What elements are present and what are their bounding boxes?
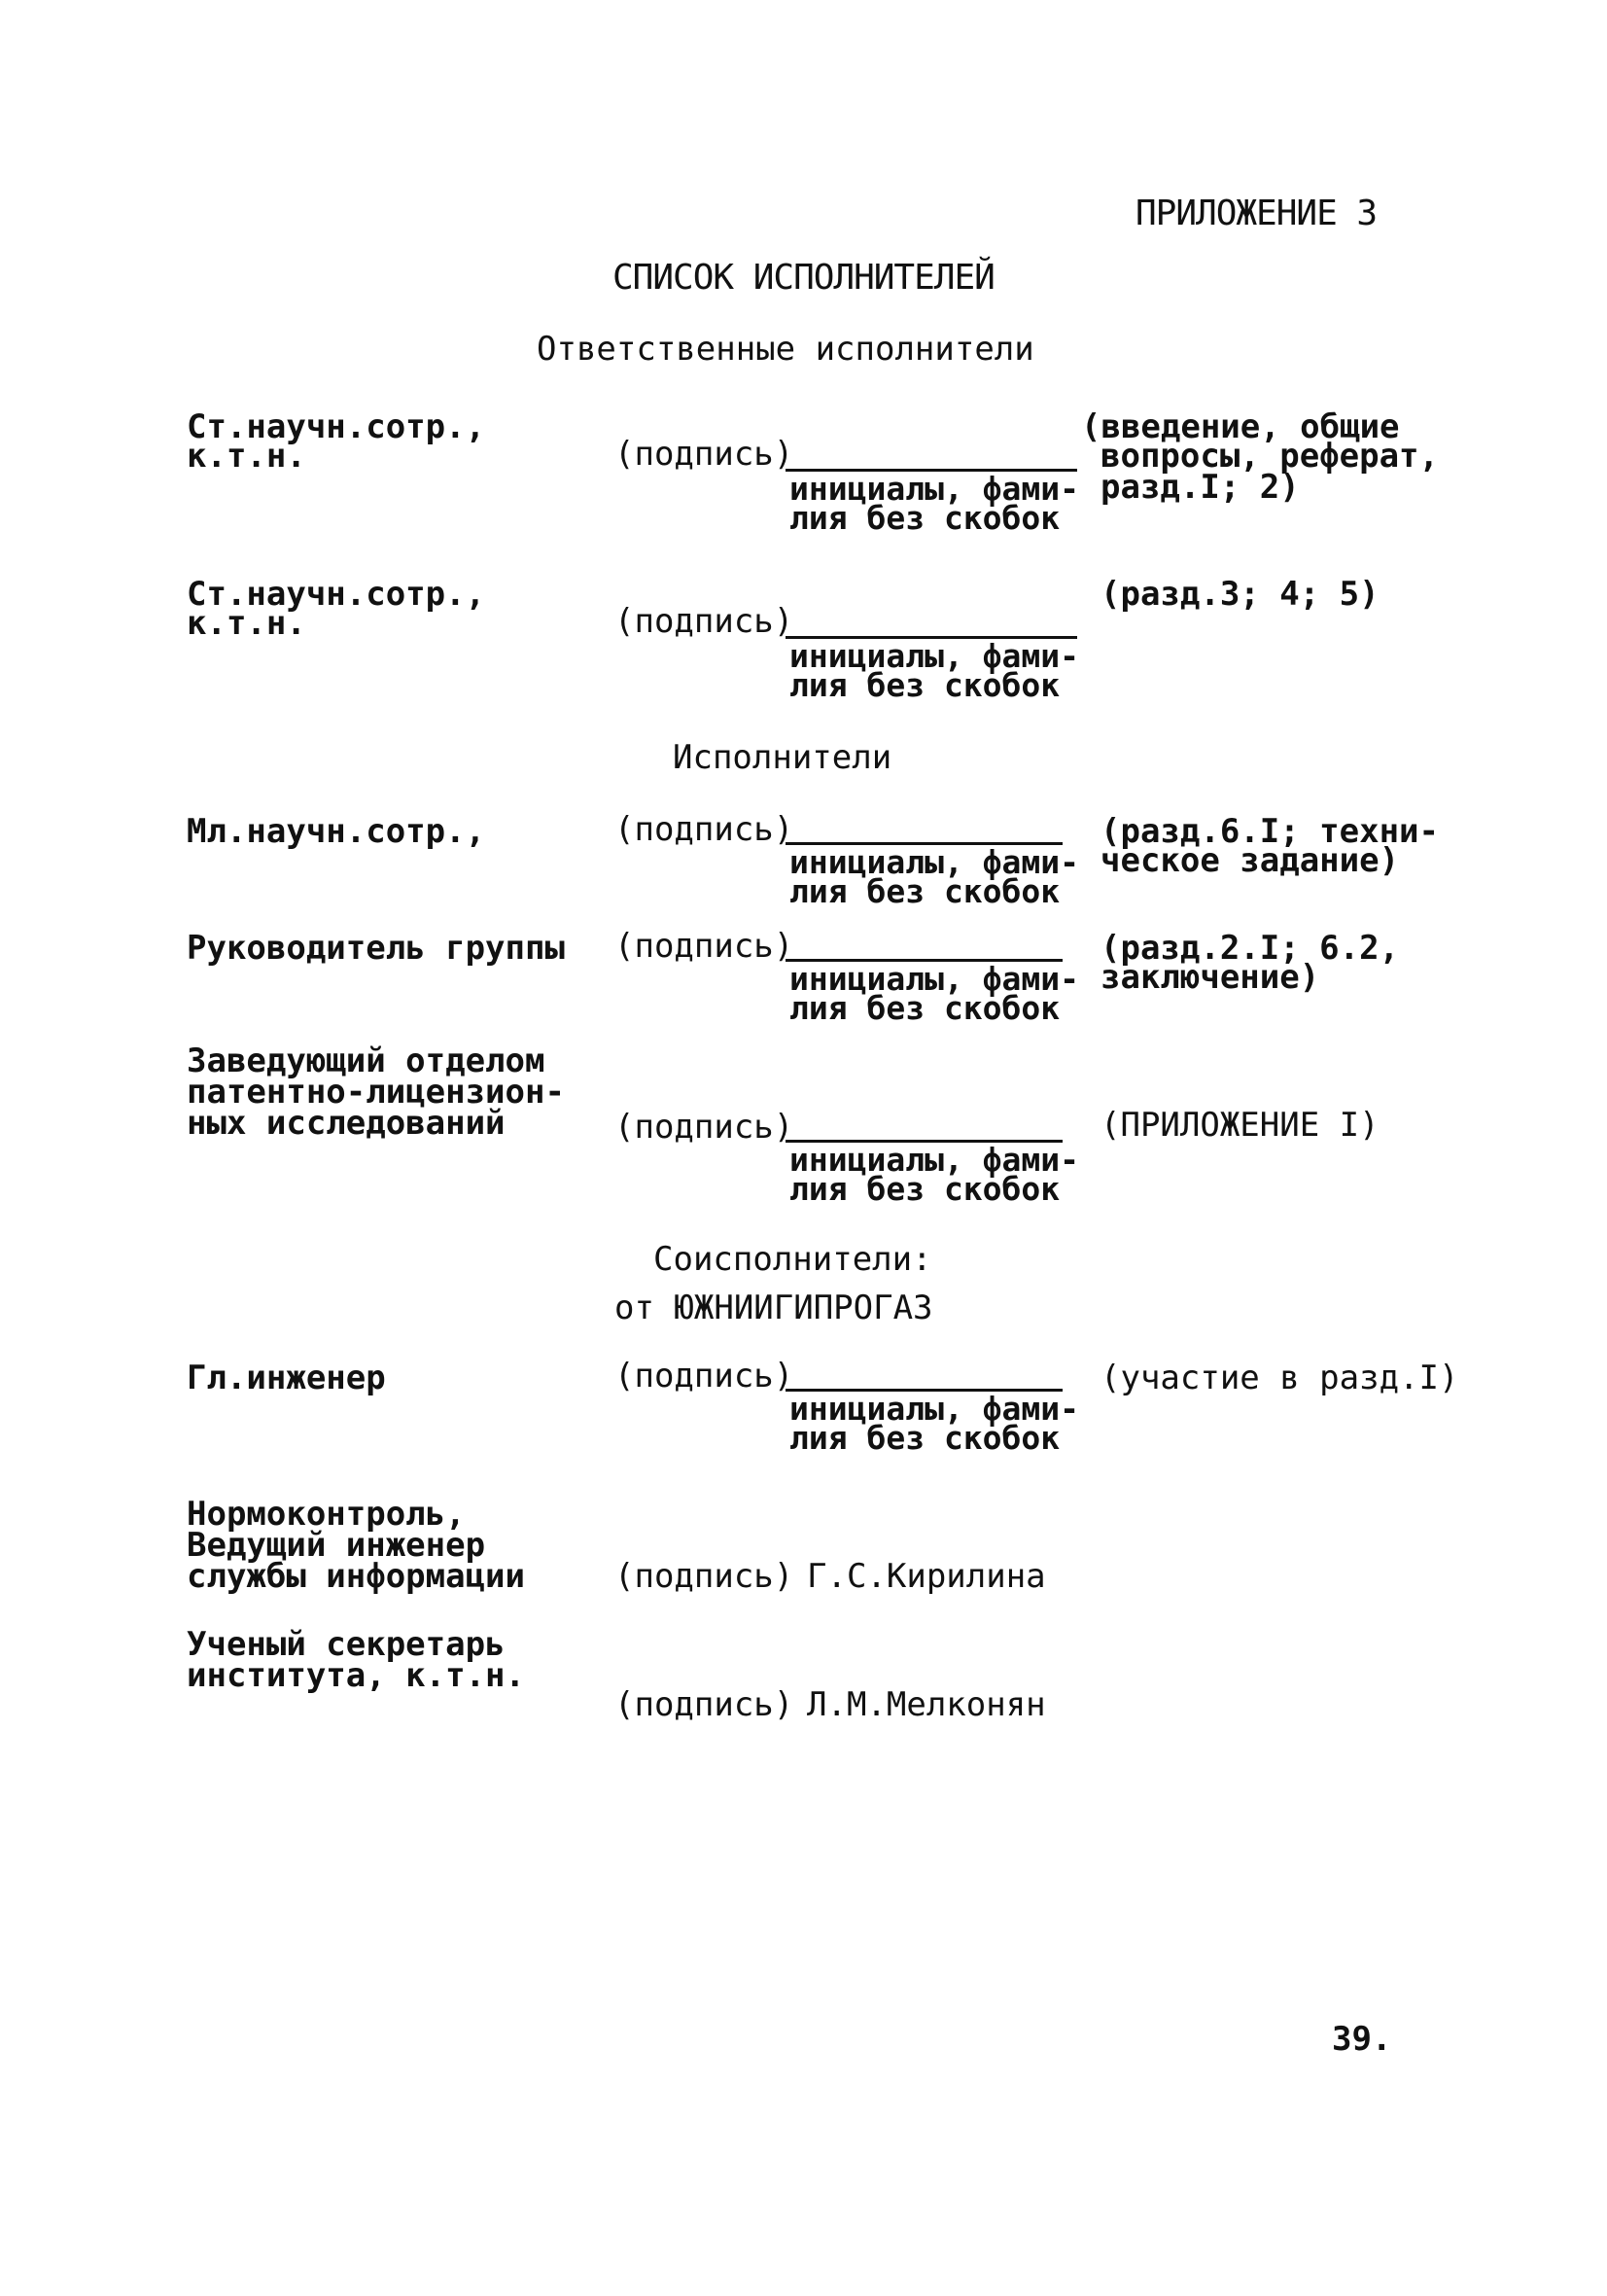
section-heading-coperformers: Соисполнители:	[653, 1240, 932, 1279]
role-line: Руководитель группы	[187, 929, 565, 968]
role-line: Ст.научн.сотр.,	[187, 407, 486, 446]
role-line: службы информации	[187, 1557, 525, 1596]
signature-placeholder: (подпись)	[614, 1557, 794, 1596]
caption-line: лия без скобок	[789, 989, 1061, 1027]
role-line: Гл.инженер	[187, 1359, 386, 1397]
caption-line: инициалы, фами-	[789, 1390, 1080, 1428]
caption-line: инициалы, фами-	[789, 1141, 1080, 1179]
page-title: СПИСОК ИСПОЛНИТЕЛЕЙ	[612, 258, 995, 298]
role-line: Заведующий отделом	[187, 1042, 545, 1080]
role-line: ных исследований	[187, 1104, 506, 1143]
page-number: 39.	[1332, 2020, 1392, 2059]
signature-placeholder: (подпись)	[614, 1357, 794, 1395]
role-line: Нормоконтроль,	[187, 1495, 466, 1534]
coperformers-organization: от ЮЖНИИГИПРОГАЗ	[614, 1289, 933, 1327]
note-line: (разд.3; 4; 5)	[1100, 575, 1380, 614]
note-line: заключение)	[1100, 958, 1320, 997]
note-line: вопросы, реферат,	[1100, 437, 1439, 476]
caption-line: инициалы, фами-	[789, 843, 1080, 881]
caption-line: лия без скобок	[789, 666, 1061, 704]
role-line: Мл.научн.сотр.,	[187, 812, 486, 851]
signature-placeholder: (подпись)	[614, 1108, 794, 1147]
caption-line: лия без скобок	[789, 1170, 1061, 1208]
role-line: Ст.научн.сотр.,	[187, 575, 486, 614]
section-heading-responsible: Ответственные исполнители	[537, 330, 1034, 369]
signature-placeholder: (подпись)	[614, 435, 794, 474]
note-line: (участие в разд.I)	[1100, 1359, 1459, 1397]
role-line: института, к.т.н.	[187, 1656, 525, 1695]
signature-placeholder: (подпись)	[614, 1685, 794, 1724]
caption-line: лия без скобок	[789, 499, 1061, 537]
role-line: Ученый секретарь	[187, 1625, 506, 1664]
note-line: ческое задание)	[1100, 841, 1400, 880]
caption-line: лия без скобок	[789, 872, 1061, 910]
signature-placeholder: (подпись)	[614, 927, 794, 966]
note-line: разд.I; 2)	[1100, 468, 1300, 507]
note-line: (введение, общие	[1081, 407, 1400, 446]
note-line: (разд.6.I; техни-	[1100, 812, 1439, 851]
caption-line: лия без скобок	[789, 1419, 1061, 1457]
signature-placeholder: (подпись)	[614, 602, 794, 641]
caption-line: инициалы, фами-	[789, 960, 1080, 998]
signer-name: Г.С.Кирилина	[807, 1557, 1046, 1596]
caption-line: инициалы, фами-	[789, 470, 1080, 508]
caption-line: инициалы, фами-	[789, 637, 1080, 675]
note-line: (разд.2.I; 6.2,	[1100, 929, 1400, 968]
signer-name: Л.М.Мелконян	[807, 1685, 1046, 1724]
signature-placeholder: (подпись)	[614, 810, 794, 849]
role-line: к.т.н.	[187, 604, 306, 643]
section-heading-performers: Исполнители	[673, 738, 892, 777]
role-line: патентно-лицензион-	[187, 1073, 565, 1112]
role-line: Ведущий инженер	[187, 1526, 486, 1565]
note-line: (ПРИЛОЖЕНИЕ I)	[1100, 1106, 1380, 1145]
role-line: к.т.н.	[187, 437, 306, 476]
appendix-label: ПРИЛОЖЕНИЕ 3	[1135, 194, 1378, 233]
